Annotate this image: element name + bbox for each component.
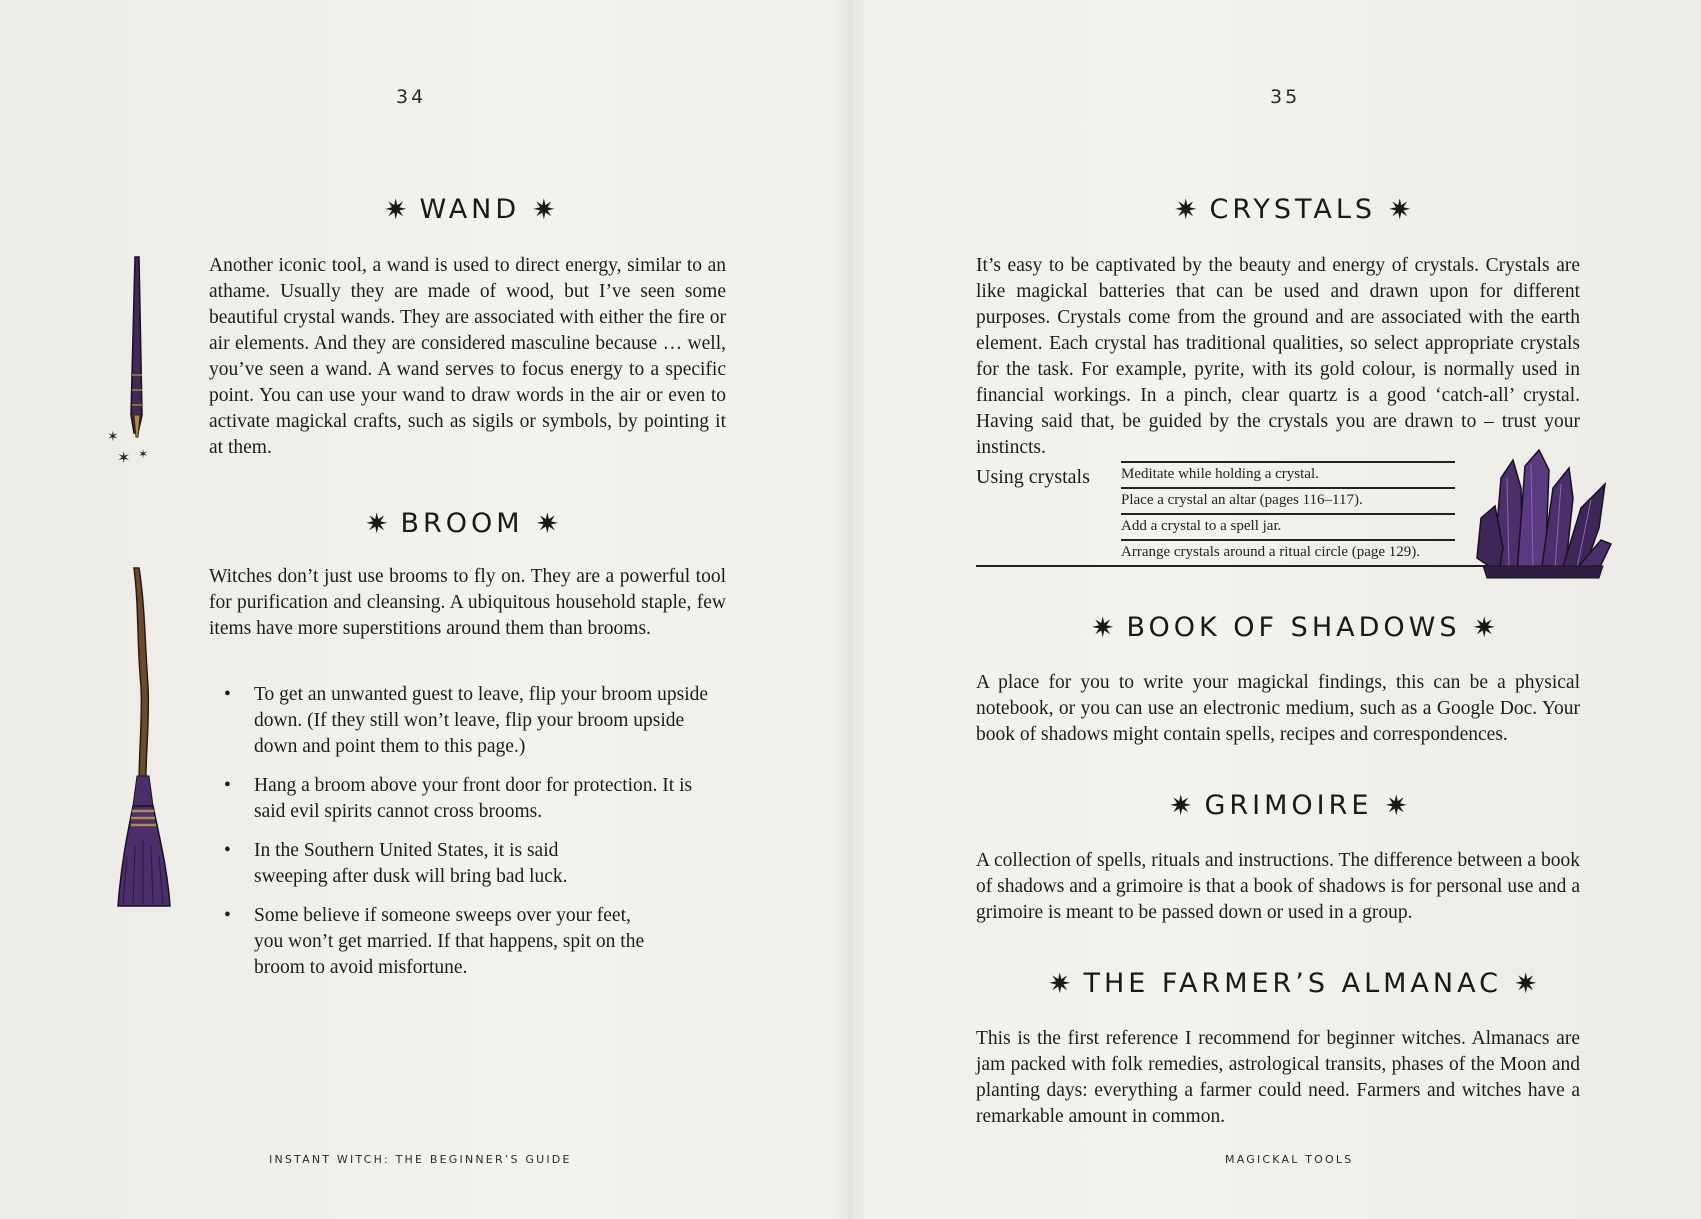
broom-illustration-icon [115, 566, 175, 916]
star-ornament-icon: ✷ [1169, 789, 1193, 822]
star-ornament-icon: ✷ [535, 507, 560, 540]
broom-superstitions-list [254, 682, 709, 994]
page-number-right: 35 [1270, 86, 1301, 108]
crystal-cluster-illustration-icon [1473, 448, 1613, 578]
star-ornament-icon: ✷ [1091, 611, 1115, 644]
list-item: • In the Southern United States, it is said sweeping after dusk will bring bad luck. [254, 838, 594, 890]
almanac-heading [1036, 966, 1549, 999]
book-of-shadows-body: A place for you to write your magickal findings, this can be a physical notebook, or you can use an electronic medium, such as a Google Doc. Your book of shadows might contain spells, recipes and correspondences. [976, 672, 1580, 745]
wand-heading [372, 192, 568, 225]
list-item: • Some believe if someone sweeps over your feet, you won’t get married. If that happens, spit on the broom to avoid misfortune. [254, 903, 654, 981]
footer-chapter-title: MAGICKAL TOOLS [1225, 1153, 1354, 1166]
svg-text:✶: ✶ [117, 450, 131, 467]
footer-book-title: INSTANT WITCH: THE BEGINNER’S GUIDE [269, 1153, 572, 1166]
star-ornament-icon: ✷ [365, 507, 389, 540]
grimoire-title: GRIMOIRE [1204, 790, 1373, 821]
star-ornament-icon: ✷ [1174, 193, 1198, 226]
table-label: Using crystals [976, 466, 1090, 488]
list-item: • To get an unwanted guest to leave, flip your broom upside down. (If they still won’t leave, flip your broom upside down and point them to this page.) [254, 682, 709, 760]
broom-heading [353, 506, 571, 539]
table-row: Meditate while holding a crystal. [1121, 461, 1455, 487]
star-ornament-icon: ✷ [384, 193, 408, 226]
right-page [851, 0, 1701, 1219]
book-of-shadows-heading [1079, 610, 1508, 643]
star-ornament-icon: ✷ [1513, 967, 1538, 1000]
svg-text:✶: ✶ [138, 447, 149, 461]
crystals-title: CRYSTALS [1209, 194, 1377, 225]
wand-title: WAND [419, 194, 521, 225]
almanac-body: This is the first reference I recommend for beginner witches. Almanacs are jam packed with folk remedies, astrological transits, phases of the Moon and planting days: everything a farmer could need. Farmers and witches have a remarkable amount in common. [976, 1028, 1580, 1127]
star-ornament-icon: ✷ [1048, 967, 1072, 1000]
table-row: Place a crystal an altar (pages 116–117). [1121, 487, 1455, 513]
book-of-shadows-title: BOOK OF SHADOWS [1126, 612, 1461, 643]
table-row: Arrange crystals around a ritual circle (page 129). [1121, 539, 1455, 567]
broom-body: Witches don’t just use brooms to fly on. They are a powerful tool for purification and cleansing. A ubiquitous household staple, few items have more superstitions around them than brooms. [209, 566, 726, 639]
broom-title: BROOM [400, 508, 524, 539]
list-item: • Hang a broom above your front door for protection. It is said evil spirits cannot cross brooms. [254, 773, 709, 825]
crystals-body: It’s easy to be captivated by the beauty and energy of crystals. Crystals are like magickal batteries that can be used and drawn upon for different purposes. Crystals come from the ground and are associated with the earth element. Each crystal has traditional qualities, so select appropriate crystals for the task. For example, pyrite, with its gold colour, is normally used in financial workings. In a pinch, clear quartz is a good ‘catch-all’ crystal. Having said that, be guided by the crystals you are drawn to – trust your instincts. [976, 255, 1580, 458]
left-page [0, 0, 850, 1219]
wand-body: Another iconic tool, a wand is used to direct energy, similar to an athame. Usually they are made of wood, but I’ve seen some beautiful crystal wands. They are associated with either the fire or air elements. And they are considered masculine because … well, you’ve seen a wand. A wand serves to focus energy to a specific point. You can use your wand to draw words in the air or even to activate magickal crafts, such as sigils or symbols, by pointing it at them. [209, 255, 726, 458]
svg-text:✶: ✶ [107, 430, 119, 445]
almanac-title: THE FARMER’S ALMANAC [1083, 968, 1502, 999]
star-ornament-icon: ✷ [1472, 611, 1496, 644]
wand-illustration-icon [105, 255, 165, 470]
table-rows [1121, 461, 1455, 567]
crystals-heading [1162, 192, 1424, 225]
page-number-left: 34 [396, 86, 427, 108]
grimoire-heading [1157, 788, 1420, 821]
grimoire-body: A collection of spells, rituals and instructions. The difference between a book of shadows and a grimoire is that a book of shadows is for personal use and a grimoire is meant to be passed down or used in a group. [976, 850, 1580, 923]
star-ornament-icon: ✷ [1388, 193, 1412, 226]
table-row: Add a crystal to a spell jar. [1121, 513, 1455, 539]
star-ornament-icon: ✷ [532, 193, 556, 226]
star-ornament-icon: ✷ [1384, 789, 1408, 822]
